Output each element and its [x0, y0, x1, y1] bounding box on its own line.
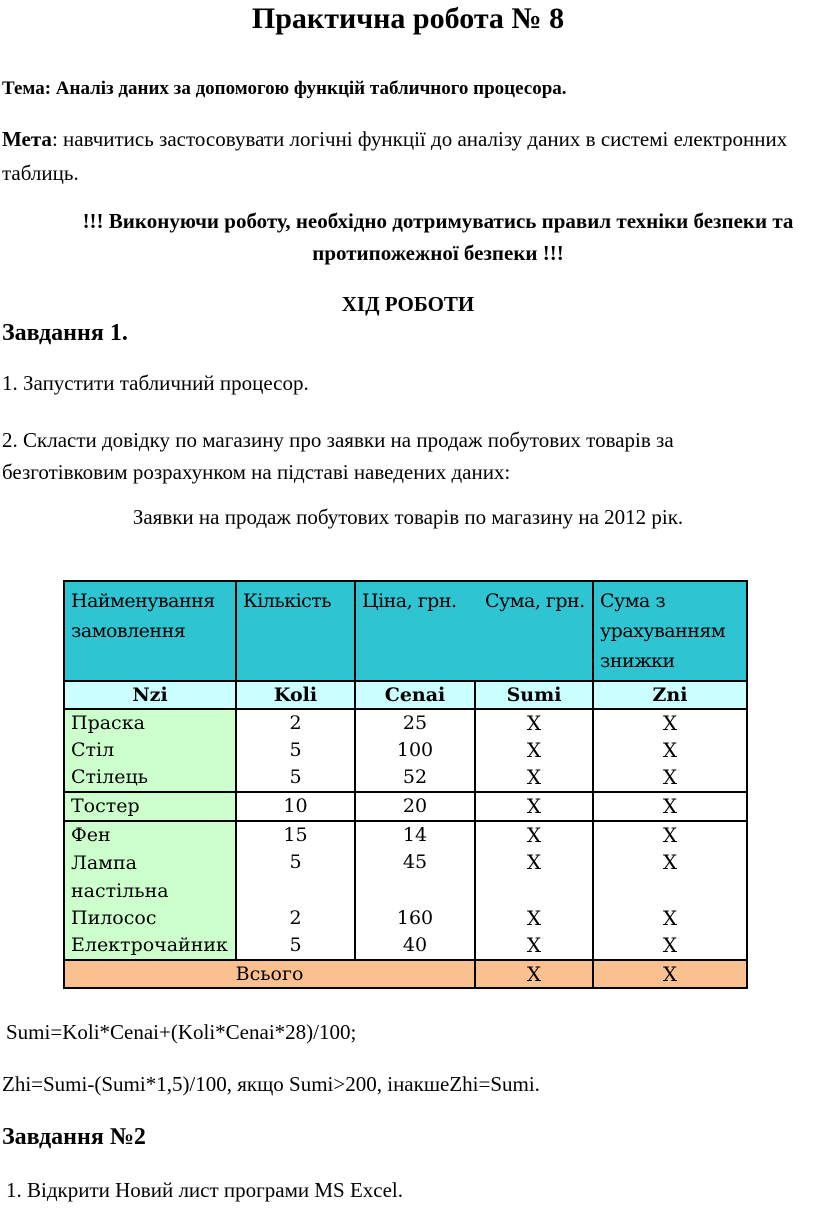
item-disc: X [593, 821, 747, 849]
goal-text: : навчитись застосовувати логічні функції до аналізу даних в системі електронних таблиць. [2, 127, 788, 185]
table-row [64, 709, 747, 737]
item-name: Електрочайник [64, 932, 236, 960]
task1-step1: 1. Запустити табличний процесор. [2, 371, 309, 395]
total-disc: X [593, 960, 747, 988]
progress-heading: ХІД РОБОТИ [341, 292, 475, 316]
item-qty: 5 [236, 737, 355, 764]
item-name: Лампа настільна [64, 849, 236, 905]
header-cell: Сума з урахуванням знижки [593, 581, 747, 681]
table-row [64, 737, 747, 764]
item-qty: 5 [236, 849, 355, 905]
item-sum: X [475, 709, 593, 737]
task2-step1: 1. Відкрити Новий лист програми MS Excel. [6, 1178, 404, 1202]
header-cell: Найменування замовлення [64, 581, 236, 681]
task1-heading: Завдання 1. [2, 320, 128, 346]
item-qty: 5 [236, 932, 355, 960]
goal-label: Мета [2, 127, 52, 151]
item-name: Фен [64, 821, 236, 849]
item-price: 100 [355, 737, 475, 764]
item-name: Стілець [64, 764, 236, 792]
item-sum: X [475, 905, 593, 932]
task2-heading: Завдання №2 [2, 1124, 146, 1150]
table-codes-row [64, 681, 747, 709]
item-sum: X [475, 792, 593, 821]
item-sum: X [475, 821, 593, 849]
item-price: 45 [355, 849, 475, 905]
header-cell: Кількість [236, 581, 355, 681]
item-price: 40 [355, 932, 475, 960]
item-price: 14 [355, 821, 475, 849]
header-cell: Ціна, грн. [355, 581, 475, 681]
item-qty: 2 [236, 905, 355, 932]
item-price: 20 [355, 792, 475, 821]
item-sum: X [475, 764, 593, 792]
table-row [64, 821, 747, 849]
table-row [64, 764, 747, 792]
formula-discount: Zhi=Sumi-(Sumi*1,5)/100, якщо Sumi>200, інакшеZhi=Sumi. [2, 1072, 540, 1096]
total-sum: X [475, 960, 593, 988]
code-cell: Cenai [355, 681, 475, 709]
table-row [64, 905, 747, 932]
code-cell: Zni [593, 681, 747, 709]
item-qty: 5 [236, 764, 355, 792]
code-cell: Nzi [64, 681, 236, 709]
orders-table [63, 580, 748, 989]
item-qty: 2 [236, 709, 355, 737]
item-disc: X [593, 792, 747, 821]
item-disc: X [593, 737, 747, 764]
code-cell: Sumi [475, 681, 593, 709]
item-name: Тостер [64, 792, 236, 821]
item-name: Праска [64, 709, 236, 737]
table-row [64, 849, 747, 905]
item-name: Стіл [64, 737, 236, 764]
table-total-row [64, 960, 747, 988]
item-sum: X [475, 932, 593, 960]
item-disc: X [593, 709, 747, 737]
formula-sum: Sumi=Koli*Cenai+(Koli*Cenai*28)/100; [6, 1020, 357, 1044]
total-label: Всього [64, 960, 475, 988]
item-price: 25 [355, 709, 475, 737]
item-sum: X [475, 737, 593, 764]
item-name: Пилосос [64, 905, 236, 932]
item-price: 52 [355, 764, 475, 792]
item-disc: X [593, 932, 747, 960]
item-disc: X [593, 905, 747, 932]
item-disc: X [593, 764, 747, 792]
code-cell: Koli [236, 681, 355, 709]
table-caption: Заявки на продаж побутових товарів по магазину на 2012 рік. [132, 505, 684, 529]
table-row [64, 792, 747, 821]
item-sum: X [475, 849, 593, 905]
item-qty: 10 [236, 792, 355, 821]
goal-paragraph [2, 122, 802, 190]
page-title: Практична робота № 8 [251, 2, 565, 35]
safety-warning: !!! Виконуючи роботу, необхідно дотримуватись правил техніки безпеки та протипожежної безпеки !!! [82, 209, 794, 265]
table-header-row [64, 581, 747, 681]
item-qty: 15 [236, 821, 355, 849]
header-cell: Сума, грн. [475, 581, 593, 681]
item-price: 160 [355, 905, 475, 932]
topic-line: Тема: Аналіз даних за допомогою функцій табличного процесора. [2, 78, 567, 99]
table-row [64, 932, 747, 960]
task1-step2: 2. Скласти довідку по магазину про заявки на продаж побутових товарів за безготівковим розрахунком на підставі наведених даних: [2, 428, 674, 484]
item-disc: X [593, 849, 747, 905]
